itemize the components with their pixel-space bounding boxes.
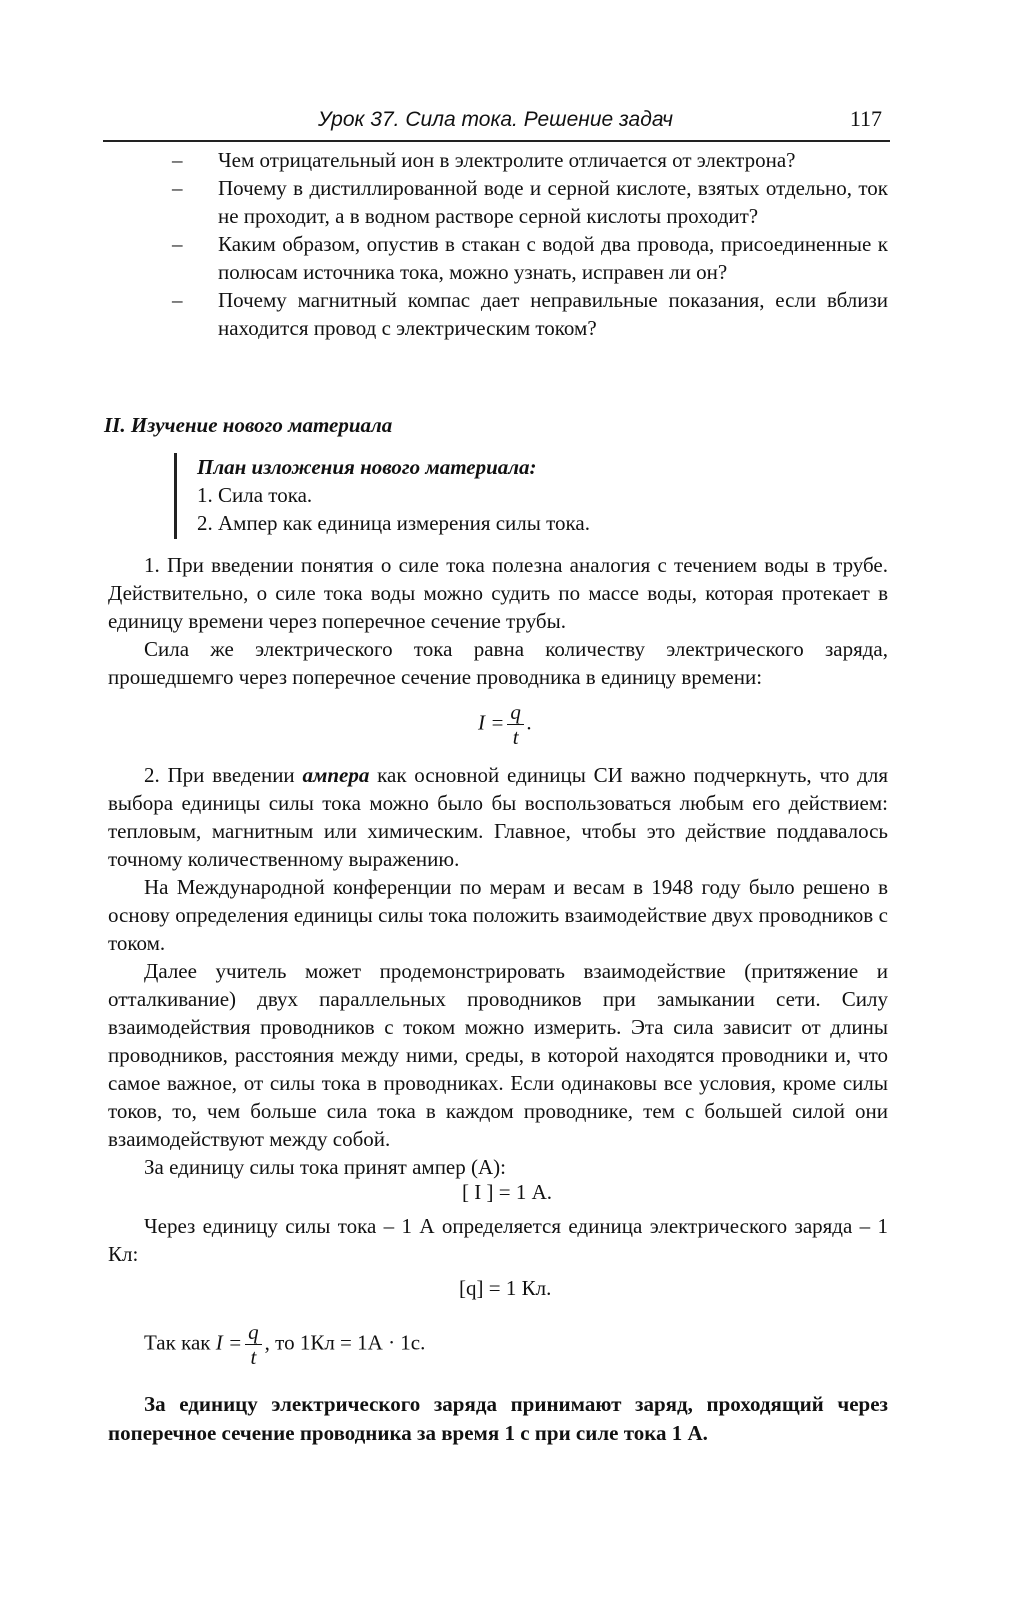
formula-current: I = $\frac{q}{t}$ . — [478, 700, 533, 749]
plan-title: План изложения нового материала: — [197, 455, 537, 479]
formula-ampere: [ I ] = 1 А. — [462, 1180, 552, 1204]
dash-marker: – — [172, 148, 183, 172]
paragraph: Сила же электрического тока равна количеству электрического заряда, прошедшемго через поперечное сечение проводника в единицу времени: — [108, 637, 888, 689]
paragraph: За единицу силы тока принят ампер (А): — [144, 1155, 506, 1179]
definition-bold: За единицу электрического заряда принимают заряд, проходящий через поперечное сечение проводника за время 1 с при силе тока 1 А. — [108, 1392, 888, 1445]
list-item: – Почему в дистиллированной воде и серной кислоте, взятых отдельно, ток не проходит, а в водном растворе серной кислоты проходит? — [172, 176, 888, 228]
dash-marker: – — [172, 176, 183, 200]
fraction: $\frac{q}{t}$ — [245, 1320, 262, 1369]
paragraph: Через единицу силы тока – 1 А определяется единица электрического заряда – 1 Кл: — [108, 1214, 888, 1266]
plan-box — [174, 453, 590, 539]
question-list — [108, 146, 888, 342]
section-heading: II. Изучение нового материала — [104, 413, 393, 437]
dash-marker: – — [172, 232, 183, 256]
body-text-2 — [108, 761, 888, 1181]
paragraph: 2. При введении ампера как основной единицы СИ важно подчеркнуть, что для выбора единицы силы тока можно было бы воспользоваться любым его действием: тепловым, магнитным или химическим. Главное, чтобы это действие поддавалось точному количественному выражению. — [108, 763, 888, 871]
plan-item: 1. Сила тока. — [197, 483, 313, 507]
plan-item: 2. Ампер как единица измерения силы тока. — [197, 511, 590, 535]
dash-marker: – — [172, 288, 183, 312]
list-item: – Каким образом, опустив в стакан с водой два провода, присоединенные к полюсам источника тока, можно узнать, исправен ли он? — [172, 232, 888, 284]
list-item: – Чем отрицательный ион в электролите отличается от электрона? — [172, 148, 796, 172]
paragraph: На Международной конференции по мерам и весам в 1948 году было решено в основу определения единицы силы тока положить взаимодействие двух проводников с током. — [108, 875, 888, 955]
body-text-3 — [108, 1212, 888, 1268]
fraction: $\frac{q}{t}$ — [507, 700, 524, 749]
running-title: Урок 37. Сила тока. Решение задач — [318, 108, 673, 131]
page-header — [103, 104, 890, 142]
body-text-1 — [108, 551, 888, 691]
formula-coulomb: [q] = 1 Кл. — [459, 1276, 552, 1300]
page-number: 117 — [849, 106, 882, 131]
list-item: – Почему магнитный компас дает неправильные показания, если вблизи находится провод с электрическим током? — [172, 288, 888, 340]
formula-derivation: Так как I = $\frac{q}{t}$ , то 1Кл = 1А · 1с. — [144, 1320, 426, 1369]
paragraph: 1. При введении понятия о силе тока полезна аналогия с течением воды в трубе. Действительно, о силе тока воды можно судить по массе воды, которая протекает в единицу времени через поперечное сечение трубы. — [108, 553, 888, 633]
paragraph: Далее учитель может продемонстрировать взаимодействие (притяжение и отталкивание) двух параллельных проводников при замыкании сети. Силу взаимодействия проводников с током можно измерить. Эта сила зависит от длины проводников, расстояния между ними, среды, в которой находятся проводники и, что самое важное, от силы тока в проводниках. Если одинаковы все условия, кроме силы токов, то, чем больше сила тока в каждом проводнике, тем с большей силой они взаимодействуют между собой. — [108, 959, 888, 1151]
